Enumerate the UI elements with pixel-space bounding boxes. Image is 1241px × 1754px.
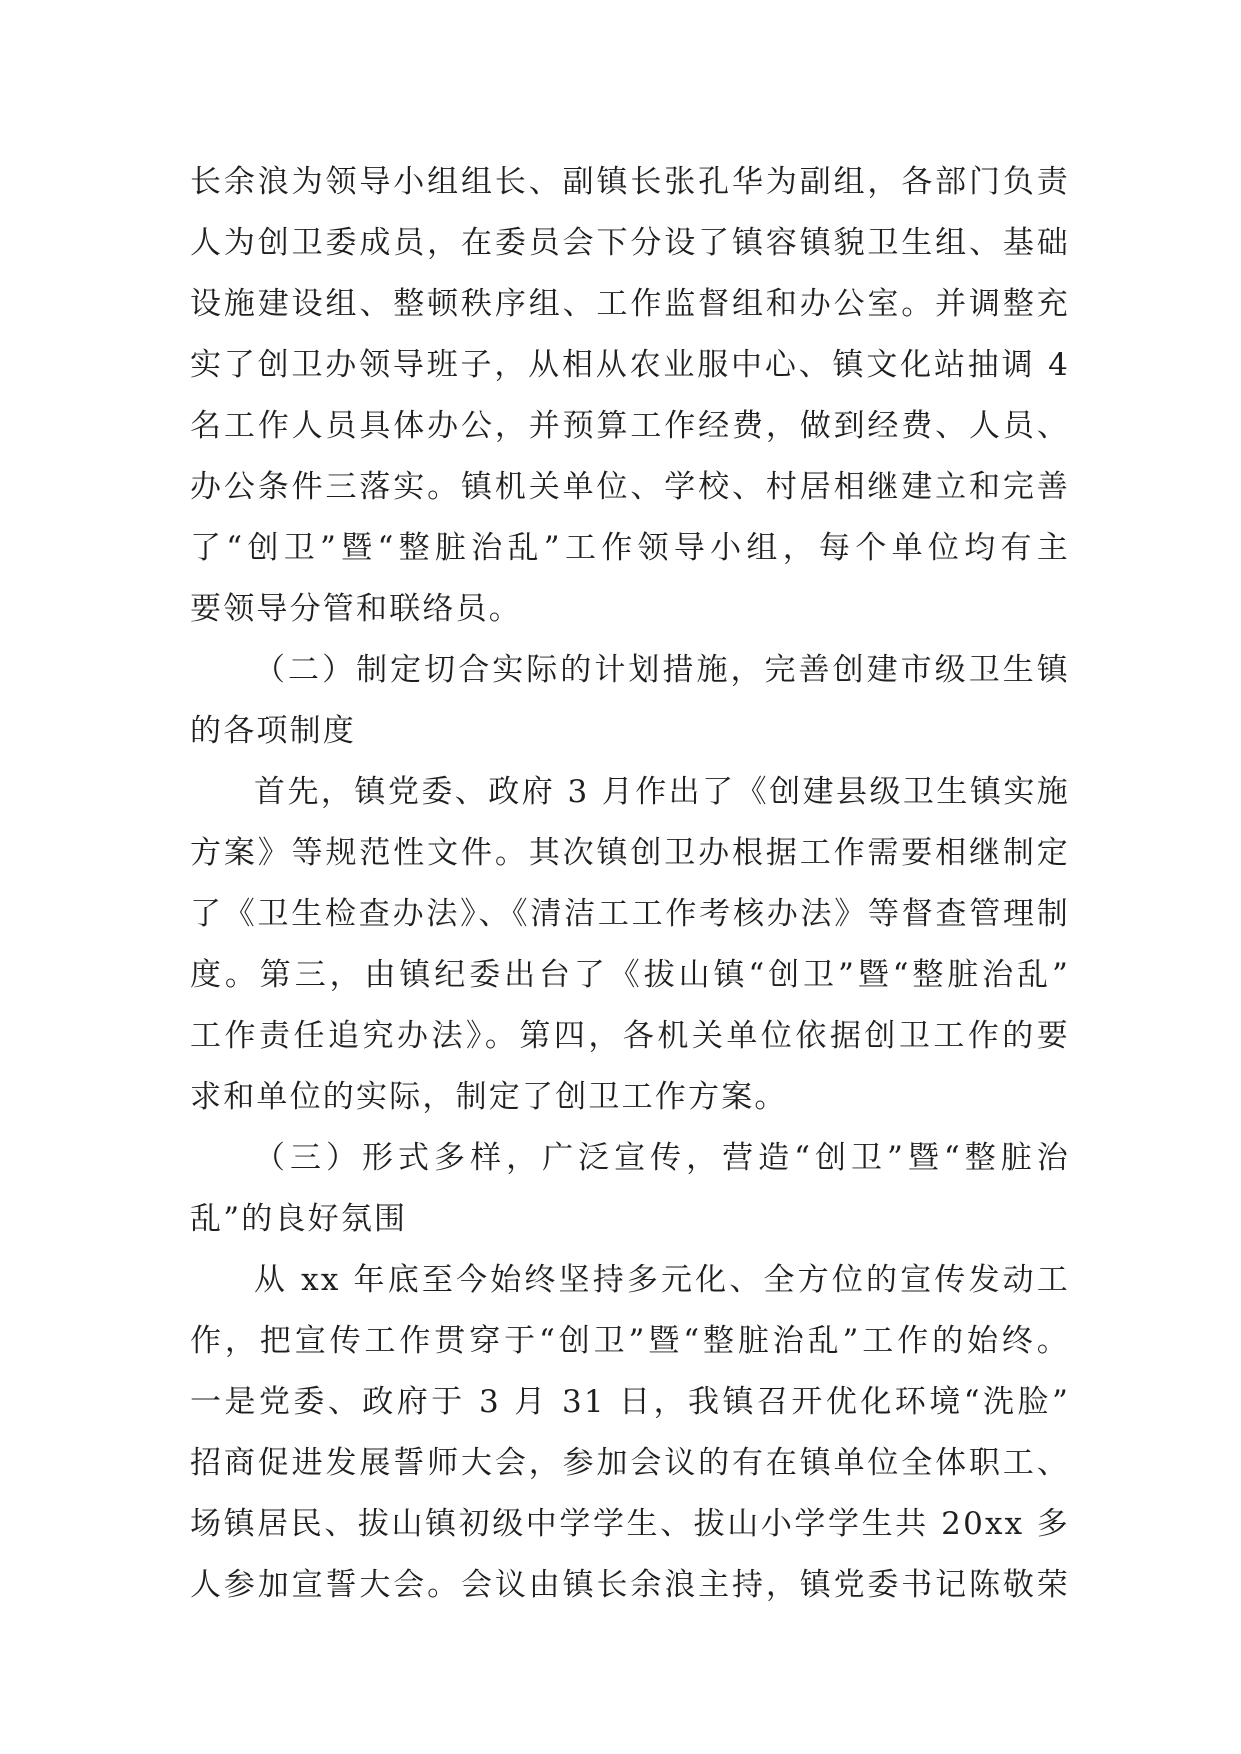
text-line: 要领导分管和联络员。 (190, 591, 522, 627)
text-line: 招商促进发展誓师大会，参加会议的有在镇单位全体职工、 (190, 1445, 1070, 1481)
text-line: 场镇居民、拔山镇初级中学学生、拔山小学学生共 20xx 多 (190, 1506, 1070, 1542)
section-heading-line: （二）制定切合实际的计划措施，完善创建市级卫生镇 (254, 652, 1070, 688)
text-line: 作，把宣传工作贯穿于“创卫”暨“整脏治乱”工作的始终。 (190, 1323, 1070, 1359)
text-line: 名工作人员具体办公，并预算工作经费，做到经费、人员、 (190, 408, 1070, 444)
section-heading-line: 乱”的良好氛围 (190, 1201, 408, 1237)
text-line: 求和单位的实际，制定了创卫工作方案。 (190, 1079, 788, 1115)
text-line: 了《卫生检查办法》、《清洁工工作考核办法》等督查管理制 (190, 896, 1070, 932)
text-line: 方案》等规范性文件。其次镇创卫办根据工作需要相继制定 (190, 835, 1070, 871)
section-heading-line: 的各项制度 (190, 713, 356, 749)
text-line: 办公条件三落实。镇机关单位、学校、村居相继建立和完善 (190, 469, 1070, 505)
body-text (190, 152, 1070, 1616)
text-line: 从 xx 年底至今始终坚持多元化、全方位的宣传发动工 (254, 1262, 1070, 1298)
text-line: 长余浪为领导小组组长、副镇长张孔华为副组，各部门负责 (190, 164, 1070, 200)
section-heading-line: （三）形式多样，广泛宣传，营造“创卫”暨“整脏治 (254, 1140, 1070, 1176)
text-line: 人参加宣誓大会。会议由镇长余浪主持，镇党委书记陈敬荣 (190, 1567, 1070, 1603)
text-line: 了“创卫”暨“整脏治乱”工作领导小组，每个单位均有主 (190, 530, 1070, 566)
text-line: 首先，镇党委、政府 3 月作出了《创建县级卫生镇实施 (254, 774, 1070, 810)
text-line: 一是党委、政府于 3 月 31 日，我镇召开优化环境“洗脸” (190, 1384, 1070, 1420)
text-line: 设施建设组、整顿秩序组、工作监督组和办公室。并调整充 (190, 286, 1070, 322)
text-line: 度。第三，由镇纪委出台了《拔山镇“创卫”暨“整脏治乱” (190, 957, 1070, 993)
text-line: 实了创卫办领导班子，从相从农业服中心、镇文化站抽调 4 (190, 347, 1070, 383)
text-line: 人为创卫委成员，在委员会下分设了镇容镇貌卫生组、基础 (190, 225, 1070, 261)
text-line: 工作责任追究办法》。第四，各机关单位依据创卫工作的要 (190, 1018, 1070, 1054)
